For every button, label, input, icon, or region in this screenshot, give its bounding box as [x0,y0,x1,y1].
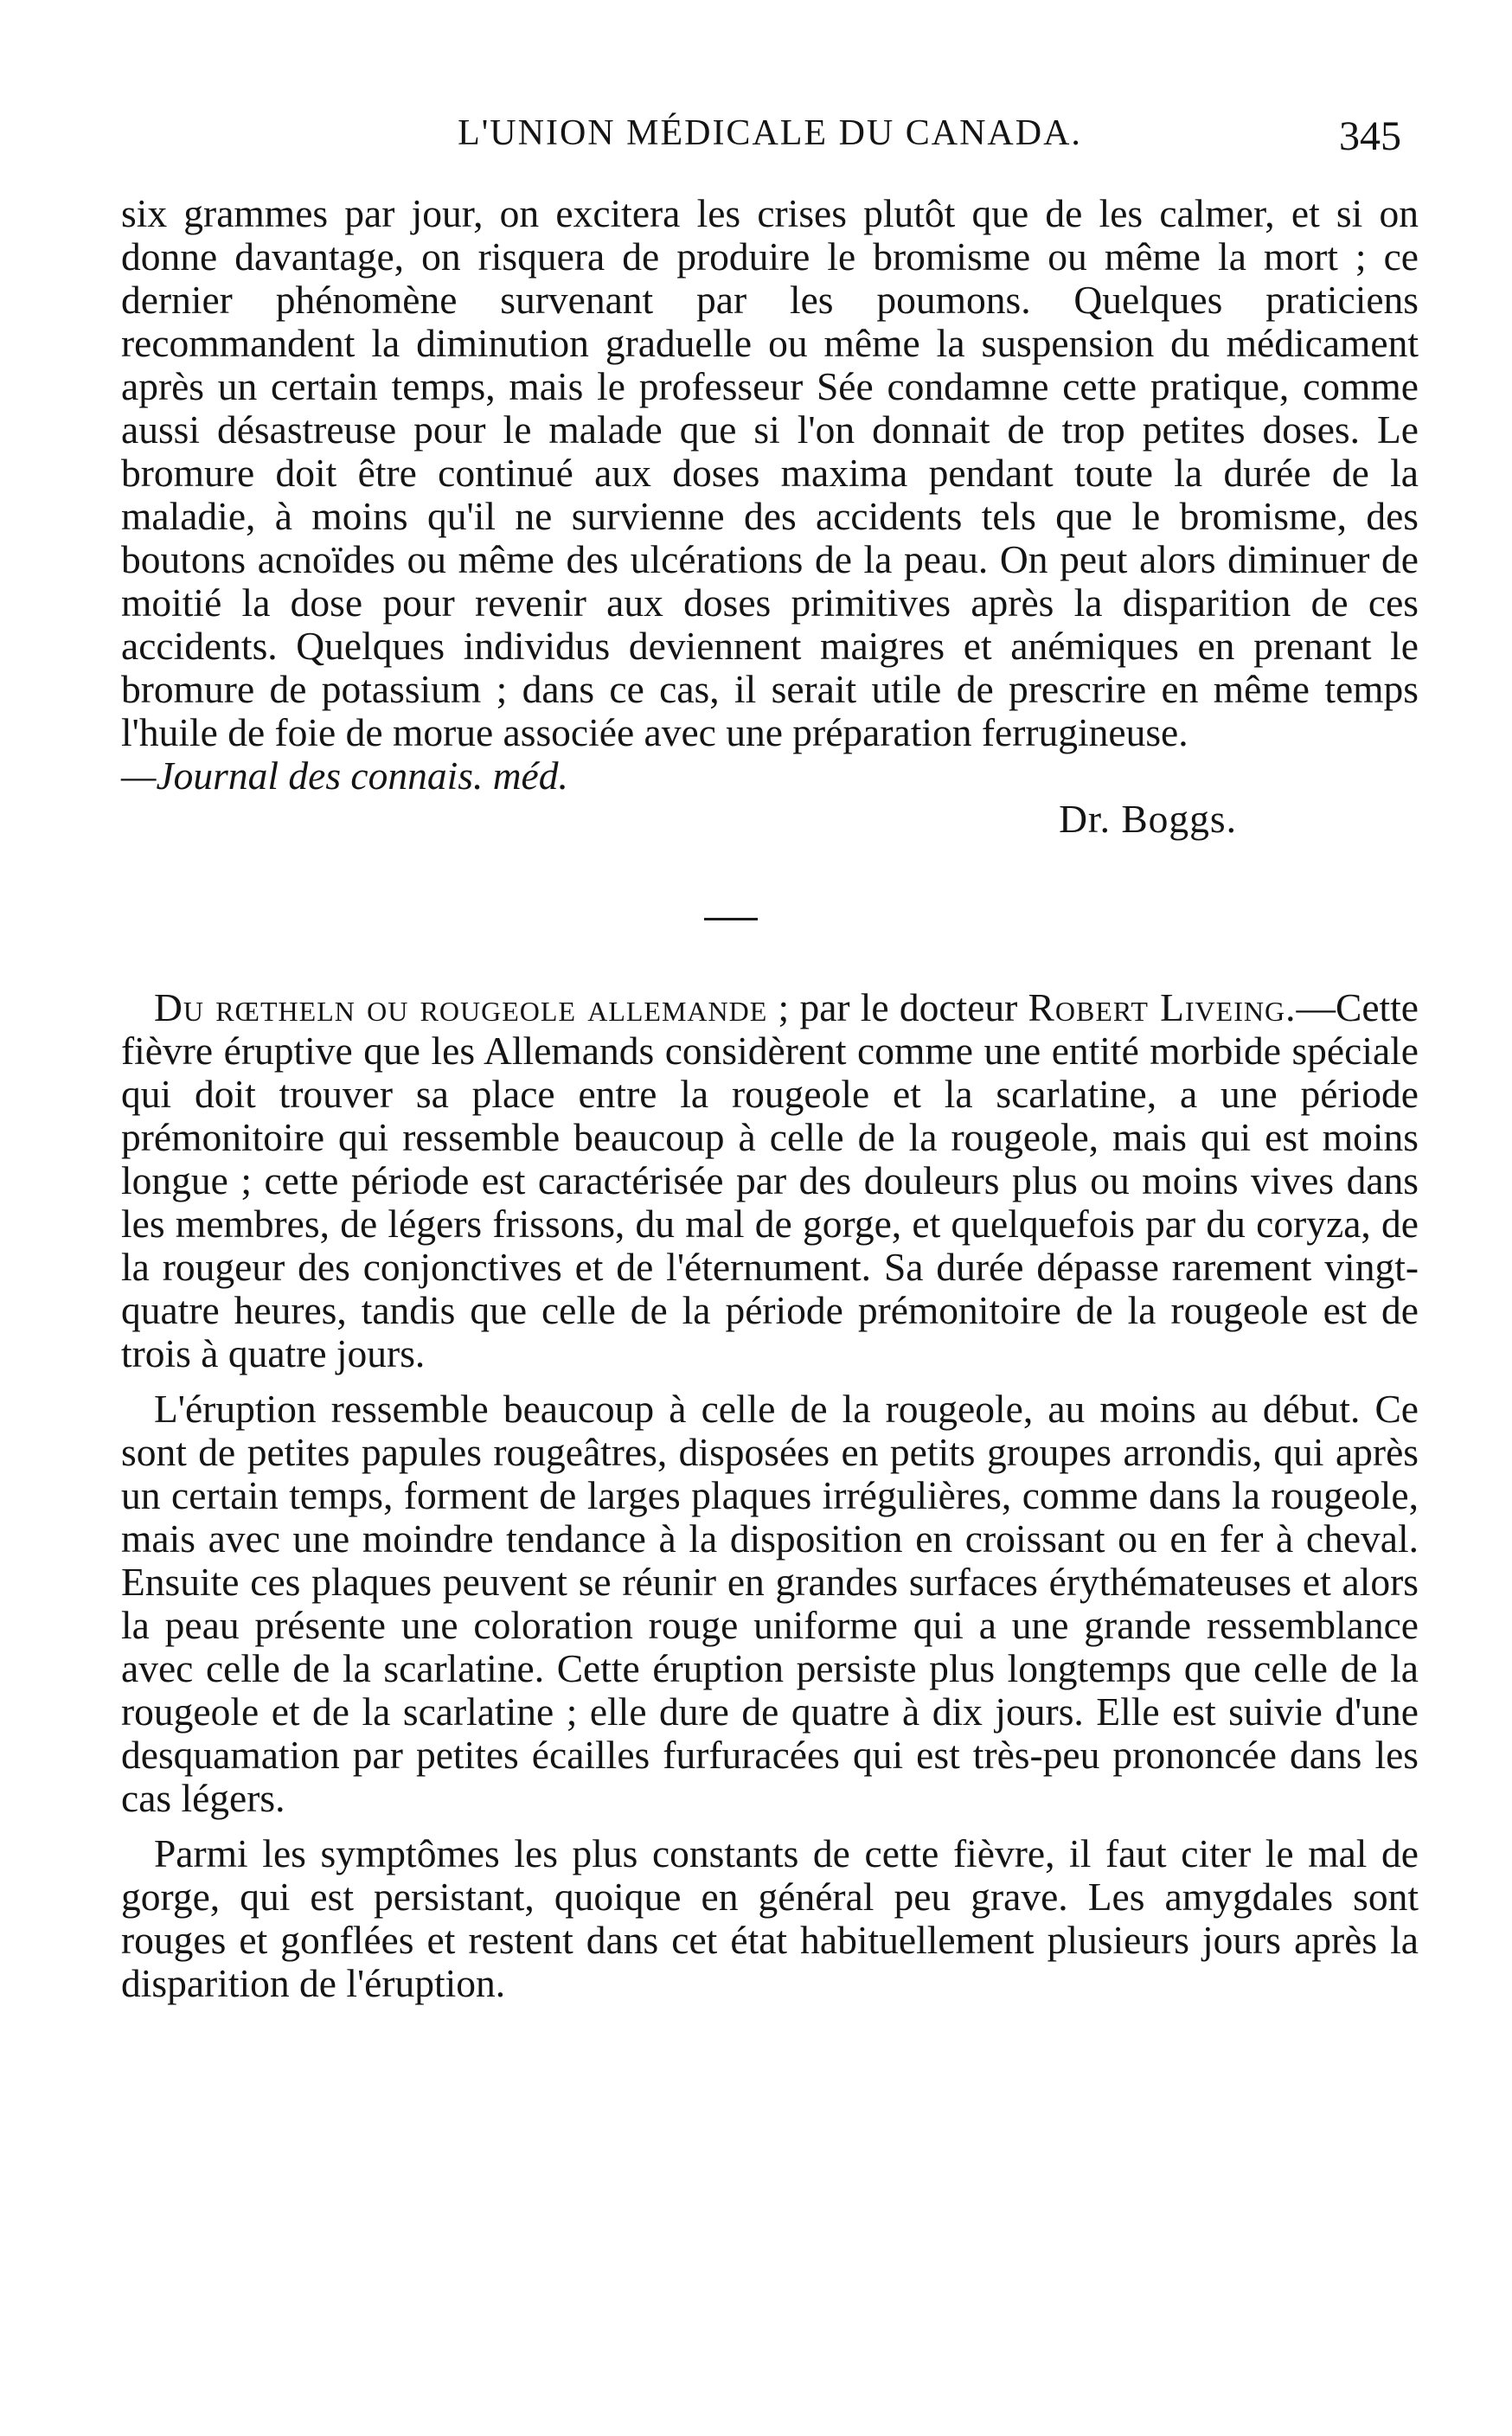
article1-paragraph: six grammes par jour, on excitera les crises plutôt que de les calmer, et si on donne davantage, on risquera de produire le bromisme ou même la mort ; ce dernier phénomène survenant par les poumons. Quelques praticiens recommandent la diminution graduelle ou même la suspension du médicament après un certain temps, mais le professeur Sée condamne cette pratique, comme aussi désastreuse pour le malade que si l'on donnait de trop petites doses. Le bromure doit être continué aux doses maxima pendant toute la durée de la maladie, à moins qu'il ne survienne des accidents tels que le bromisme, des boutons acnoïdes ou même des ulcérations de la peau. On peut alors diminuer de moitié la dose pour revenir aux doses primitives après la disparition de ces accidents. Quelques individus deviennent maigres et anémiques en prenant le bromure de potassium ; dans ce cas, il serait utile de prescrire en même temps l'huile de foie de morue associée avec une préparation ferrugineuse. [121,191,1419,754]
article2-paragraph3: Parmi les symptômes les plus constants de cette fièvre, il faut citer le mal de gorge, qui est persistant, quoique en général peu grave. Les amygdales sont rouges et gonflées et restent dans cet état habituellement plusieurs jours après la disparition de l'éruption. [121,1831,1419,2005]
page-number: 345 [1339,113,1401,159]
document-page [121,112,1419,2005]
article1-source: —Journal des connais. méd. [121,753,568,798]
article2-author: Robert Liveing. [1028,985,1297,1029]
running-head [121,112,1419,173]
article2-first-paragraph [121,986,1419,1375]
section-divider [121,886,1419,929]
article1-signature: Dr. Boggs. [1059,797,1237,841]
article2-paragraph2: L'éruption ressemble beaucoup à celle de la rougeole, au moins au début. Ce sont de petites papules rougeâtres, disposées en petits groupes arrondis, qui après un certain temps, forment de larges plaques irrégulières, comme dans la rougeole, mais avec une moindre tendance à la disposition en croissant ou en fer à cheval. Ensuite ces plaques peuvent se réunir en grandes surfaces érythémateuses et alors la peau présente une coloration rouge uniforme qui a une grande ressemblance avec celle de la scarlatine. Cette éruption persiste plus longtemps que celle de la rougeole et de la scarlatine ; elle dure de quatre à dix jours. Elle est suivie d'une desquamation par petites écailles furfuracées qui est très-peu prononcée dans les cas légers. [121,1387,1419,1820]
journal-title: L'UNION MÉDICALE DU CANADA. [458,113,1082,153]
page-body [121,192,1419,2005]
article2-paragraph1: —Cette fièvre éruptive que les Allemands considèrent comme une entité morbide spéciale qui doit trouver sa place entre la rougeole et la scarlatine, a une période prémonitoire qui ressemble beaucoup à celle de la rougeole, mais qui est moins longue ; cette période est caractérisée par des douleurs plus ou moins vives dans les membres, de légers frissons, du mal de gorge, et quelquefois par du coryza, de la rougeur des conjonctives et de l'éternument. Sa durée dépasse rarement vingt-quatre heures, tandis que celle de la période prémonitoire de la rougeole est de trois à quatre jours. [121,985,1419,1375]
divider-rule [704,918,758,920]
article2-byline: ; par le docteur [767,985,1028,1029]
article2-heading: Du rœtheln ou rougeole allemande [154,985,768,1029]
